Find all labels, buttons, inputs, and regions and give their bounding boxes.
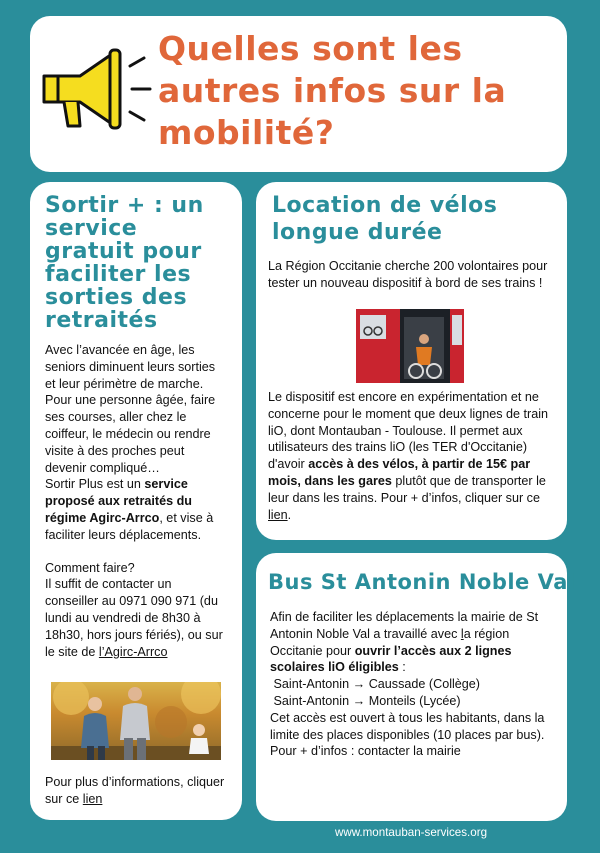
intro-text: Sortir Plus est un bbox=[45, 477, 145, 492]
contact-line bbox=[253, 793, 569, 809]
body-text: plutôt que de transporter le leur dans les trains. Pour + d’infos, cliquer sur ce bbox=[268, 473, 546, 505]
bus-text: : bbox=[398, 660, 406, 675]
page-title bbox=[158, 28, 558, 154]
agirc-arrco-link[interactable]: l’Agirc-Arrco bbox=[98, 644, 168, 659]
bus-text: a région Occitanie pour bbox=[270, 626, 510, 658]
velo-rental-body bbox=[268, 389, 558, 523]
sortir-plus-title: Sortir + : un service gratuit pour faciliter les sorties des retraités bbox=[45, 193, 204, 333]
megaphone-icon bbox=[40, 46, 168, 142]
bus-text: Pour + d’infos : contacter la mairie bbox=[270, 744, 461, 759]
contact-website[interactable]: www.montauban-services.org bbox=[334, 826, 488, 839]
intro-text: , et vise à faciliter leurs déplacements. bbox=[45, 510, 214, 542]
bus-route: Saint-Antonin → Monteils (Lycée) bbox=[273, 693, 461, 708]
more-info-text: Pour plus d’informations, cliquer sur ce bbox=[45, 775, 225, 806]
elderly-walk-photo bbox=[51, 682, 221, 760]
contact-phones: 06 70 43 16 76 et 05 63 65 65 56 bbox=[325, 810, 497, 823]
page-title-line: mobilité? bbox=[158, 113, 335, 152]
sortir-plus-link[interactable]: lien bbox=[82, 791, 103, 806]
contact-footer bbox=[253, 793, 569, 841]
velo-rental-title: Location de vélos longue durée bbox=[272, 193, 498, 245]
region-link[interactable]: l bbox=[460, 626, 464, 641]
how-title: Comment faire? bbox=[45, 560, 135, 575]
sortir-plus-more-info bbox=[45, 774, 235, 808]
bus-body bbox=[268, 609, 555, 760]
body-bold-text: accès à des vélos, à partir de 15€ par mois, dans les gares bbox=[268, 457, 531, 488]
body-text: . bbox=[287, 507, 292, 522]
sortir-plus-card bbox=[30, 182, 242, 820]
intro-text: Avec l’avancée en âge, les seniors diminuent leurs sorties et leur périmètre de marche. Pour une personne âgée, faire ses courses, aller chez le coiffeur, le médecin ou rendre visite à des proches peut devenir compliqué… bbox=[45, 343, 216, 475]
page-title-line: Quelles sont les bbox=[158, 29, 463, 68]
page-title-line: autres infos sur la bbox=[158, 71, 507, 110]
contact-email[interactable]: mobilite82@montauban-services.org bbox=[342, 794, 532, 807]
velo-rental-link[interactable]: lien bbox=[268, 507, 288, 522]
header-card bbox=[30, 16, 567, 172]
sortir-plus-how bbox=[45, 560, 228, 661]
bus-text: Cet accès est ouvert à tous les habitants, dans la limite des places disponibles (10 places par bus). bbox=[270, 710, 545, 742]
bus-card bbox=[256, 553, 576, 821]
bus-text: Afin de faciliter les déplacements la mairie de St Antonin Noble Val a travaillé avec bbox=[270, 610, 539, 641]
velo-rental-card bbox=[256, 182, 567, 540]
sortir-plus-intro bbox=[45, 342, 228, 544]
contact-separator: : bbox=[333, 794, 343, 807]
intro-bold-text: service proposé aux retraités du régime Agirc-Arrco bbox=[45, 477, 192, 525]
how-text: Il suffit de contacter un conseiller au 0971 090 971 (du lundi au vendredi de 8h30 à 18h30, hors jours fériés), ou sur le site de bbox=[45, 577, 223, 659]
train-bike-photo bbox=[356, 309, 464, 383]
bus-bold-text: ouvrir l’accès aux 2 lignes scolaires liO éligibles bbox=[270, 643, 512, 675]
body-text: Le dispositif est encore en expérimentation et ne concerne pour le moment que deux lignes de train liO, dont Montauban - Toulouse. Il permet aux utilisateurs des trains liO (les TER d'Occitanie) d'avoir bbox=[268, 390, 549, 472]
contact-label: Contact bbox=[290, 794, 334, 807]
bus-route: Saint-Antonin → Caussade (Collège) bbox=[273, 677, 481, 692]
bus-title: Bus St Antonin Noble Val bbox=[268, 570, 576, 594]
velo-rental-intro: La Région Occitanie cherche 200 volontaires pour tester un nouveau dispositif à bord de ses trains ! bbox=[268, 259, 548, 290]
